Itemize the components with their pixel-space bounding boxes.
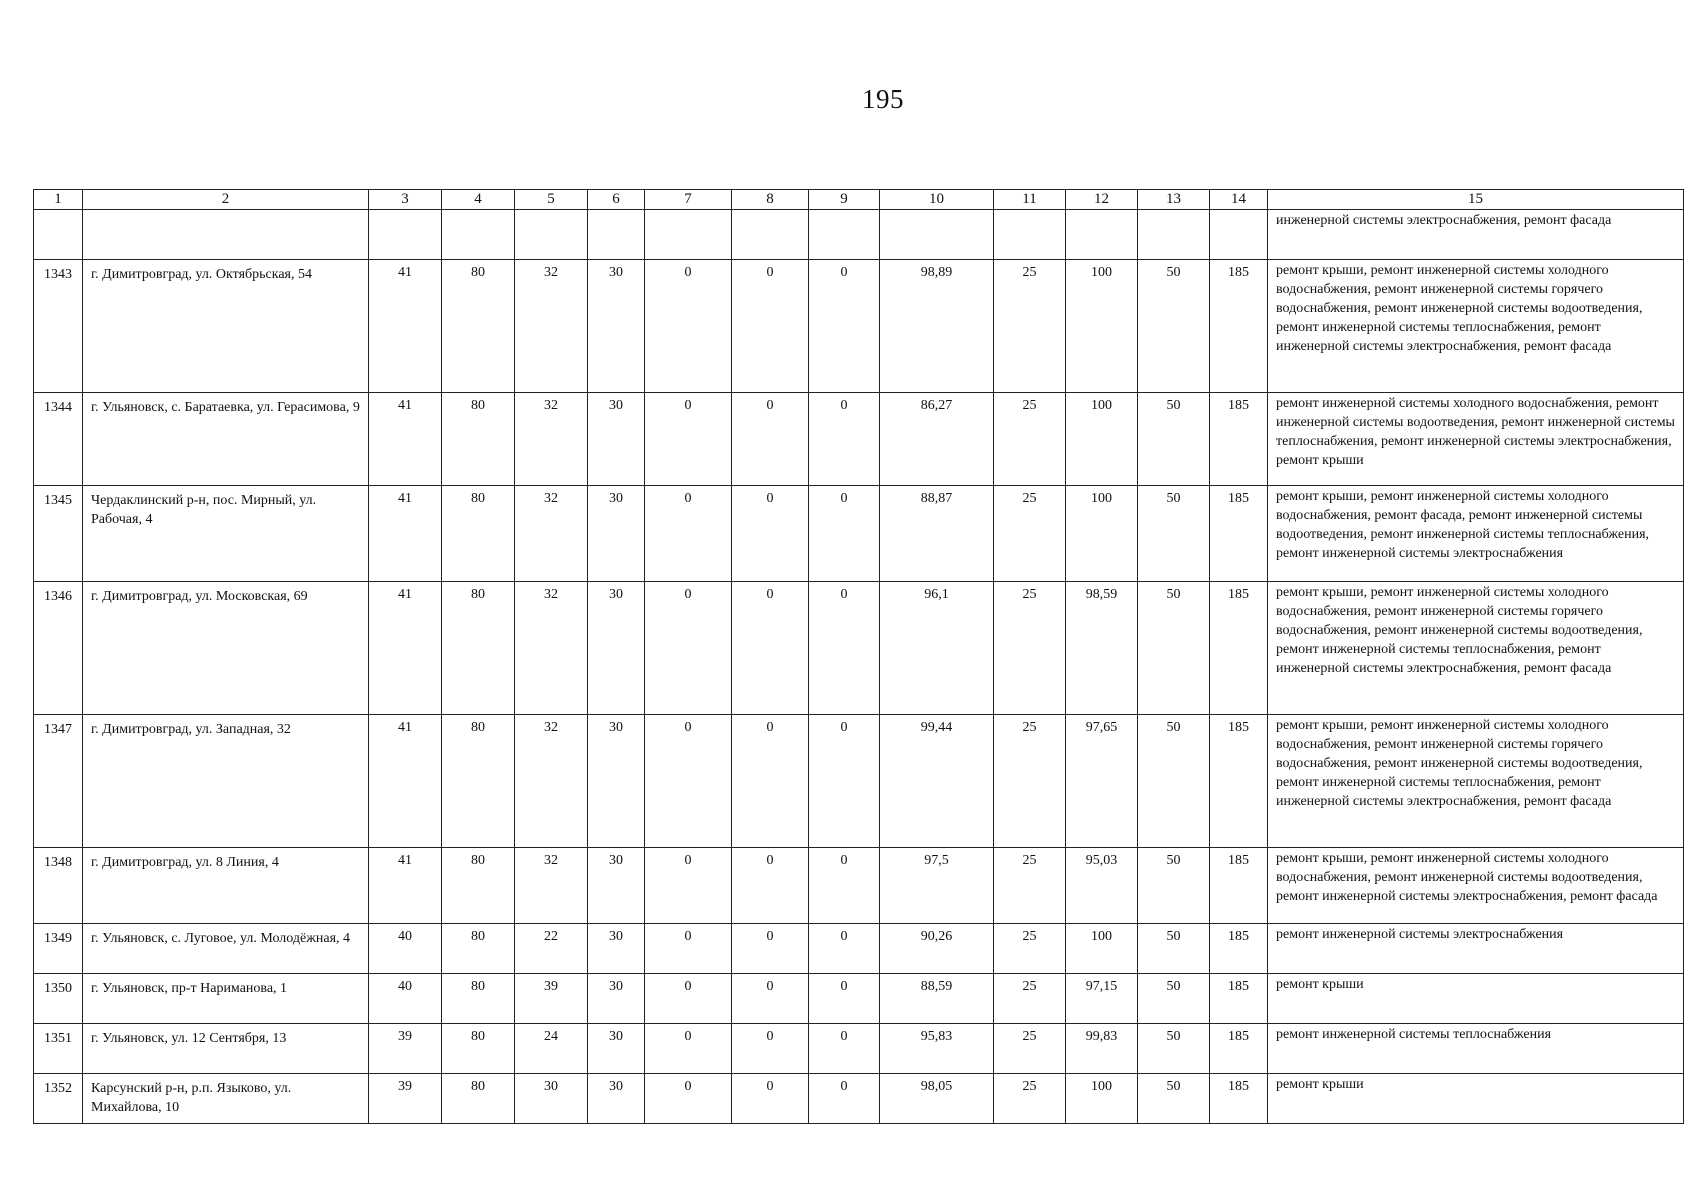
value-cell: 0: [732, 260, 809, 393]
table-row: [34, 848, 1684, 924]
value-cell: 96,1: [880, 582, 994, 715]
value-cell: 100: [1066, 260, 1138, 393]
value-cell: 24: [515, 1024, 588, 1074]
value-cell: 98,05: [880, 1074, 994, 1124]
value-cell: 41: [369, 848, 442, 924]
table-row: [34, 393, 1684, 486]
value-cell: 25: [994, 974, 1066, 1024]
value-cell: 0: [809, 1074, 880, 1124]
value-cell: 185: [1210, 582, 1268, 715]
row-number-cell: 1346: [34, 582, 83, 715]
value-cell: 32: [515, 848, 588, 924]
value-cell: 0: [732, 486, 809, 582]
value-cell: 32: [515, 393, 588, 486]
row-number-cell: 1348: [34, 848, 83, 924]
value-cell: 185: [1210, 924, 1268, 974]
data-table: [33, 189, 1684, 1124]
value-cell: 0: [809, 260, 880, 393]
value-cell: 80: [442, 582, 515, 715]
value-cell: 185: [1210, 974, 1268, 1024]
column-number: 10: [880, 190, 994, 210]
value-cell: 30: [515, 1074, 588, 1124]
row-number-cell: 1350: [34, 974, 83, 1024]
address-cell: Чердаклинский р-н, пос. Мирный, ул. Рабочая, 4: [83, 486, 369, 582]
value-cell: 0: [645, 582, 732, 715]
column-number: 2: [83, 190, 369, 210]
empty-cell: [369, 210, 442, 260]
works-cell: ремонт крыши, ремонт инженерной системы холодного водоснабжения, ремонт инженерной системы горячего водоснабжения, ремонт инженерной системы водоотведения, ремонт инженерной системы теплоснабжения, ремонт инженерной системы электроснабжения, ремонт фасада: [1268, 260, 1684, 393]
value-cell: 0: [732, 393, 809, 486]
value-cell: 95,83: [880, 1024, 994, 1074]
row-number-cell: 1344: [34, 393, 83, 486]
address-cell: Карсунский р-н, р.п. Языково, ул. Михайлова, 10: [83, 1074, 369, 1124]
empty-cell: [34, 210, 83, 260]
value-cell: 25: [994, 486, 1066, 582]
value-cell: 50: [1138, 582, 1210, 715]
value-cell: 0: [732, 1074, 809, 1124]
value-cell: 32: [515, 582, 588, 715]
empty-cell: [994, 210, 1066, 260]
value-cell: 80: [442, 486, 515, 582]
value-cell: 185: [1210, 260, 1268, 393]
value-cell: 25: [994, 393, 1066, 486]
value-cell: 32: [515, 486, 588, 582]
works-cell: ремонт крыши, ремонт инженерной системы холодного водоснабжения, ремонт инженерной системы горячего водоснабжения, ремонт инженерной системы водоотведения, ремонт инженерной системы теплоснабжения, ремонт инженерной системы электроснабжения, ремонт фасада: [1268, 582, 1684, 715]
value-cell: 25: [994, 1074, 1066, 1124]
column-number: 1: [34, 190, 83, 210]
column-number: 14: [1210, 190, 1268, 210]
value-cell: 0: [809, 974, 880, 1024]
column-number: 5: [515, 190, 588, 210]
value-cell: 80: [442, 1024, 515, 1074]
row-number-cell: 1351: [34, 1024, 83, 1074]
table-row: [34, 486, 1684, 582]
value-cell: 88,87: [880, 486, 994, 582]
value-cell: 97,15: [1066, 974, 1138, 1024]
empty-cell: [809, 210, 880, 260]
value-cell: 25: [994, 1024, 1066, 1074]
value-cell: 40: [369, 974, 442, 1024]
works-cell: ремонт инженерной системы электроснабжения: [1268, 924, 1684, 974]
value-cell: 25: [994, 715, 1066, 848]
value-cell: 185: [1210, 715, 1268, 848]
address-cell: г. Димитровград, ул. Московская, 69: [83, 582, 369, 715]
value-cell: 30: [588, 582, 645, 715]
value-cell: 0: [645, 848, 732, 924]
value-cell: 0: [645, 260, 732, 393]
value-cell: 97,5: [880, 848, 994, 924]
value-cell: 0: [732, 924, 809, 974]
value-cell: 0: [809, 393, 880, 486]
value-cell: 0: [809, 486, 880, 582]
column-number: 13: [1138, 190, 1210, 210]
value-cell: 0: [809, 924, 880, 974]
works-cell: инженерной системы электроснабжения, ремонт фасада: [1268, 210, 1684, 260]
value-cell: 50: [1138, 848, 1210, 924]
column-number: 7: [645, 190, 732, 210]
column-number: 9: [809, 190, 880, 210]
value-cell: 0: [732, 974, 809, 1024]
value-cell: 80: [442, 924, 515, 974]
value-cell: 50: [1138, 1074, 1210, 1124]
value-cell: 41: [369, 260, 442, 393]
value-cell: 50: [1138, 486, 1210, 582]
value-cell: 0: [732, 582, 809, 715]
empty-cell: [442, 210, 515, 260]
table-row: [34, 582, 1684, 715]
row-number-cell: 1352: [34, 1074, 83, 1124]
value-cell: 30: [588, 260, 645, 393]
value-cell: 0: [645, 715, 732, 848]
empty-cell: [1210, 210, 1268, 260]
value-cell: 80: [442, 848, 515, 924]
value-cell: 41: [369, 486, 442, 582]
column-number: 3: [369, 190, 442, 210]
works-cell: ремонт крыши, ремонт инженерной системы холодного водоснабжения, ремонт фасада, ремонт инженерной системы водоотведения, ремонт инженерной системы теплоснабжения, ремонт инженерной системы электроснабжения: [1268, 486, 1684, 582]
value-cell: 0: [732, 1024, 809, 1074]
value-cell: 41: [369, 393, 442, 486]
row-number-cell: 1343: [34, 260, 83, 393]
value-cell: 39: [515, 974, 588, 1024]
value-cell: 98,59: [1066, 582, 1138, 715]
value-cell: 0: [809, 1024, 880, 1074]
value-cell: 185: [1210, 393, 1268, 486]
value-cell: 100: [1066, 1074, 1138, 1124]
value-cell: 25: [994, 924, 1066, 974]
empty-cell: [1138, 210, 1210, 260]
continuation-row: [34, 210, 1684, 260]
value-cell: 0: [645, 393, 732, 486]
row-number-cell: 1347: [34, 715, 83, 848]
value-cell: 50: [1138, 1024, 1210, 1074]
address-cell: г. Димитровград, ул. 8 Линия, 4: [83, 848, 369, 924]
value-cell: 30: [588, 1074, 645, 1124]
value-cell: 0: [645, 486, 732, 582]
row-number-cell: 1345: [34, 486, 83, 582]
table-row: [34, 924, 1684, 974]
value-cell: 50: [1138, 260, 1210, 393]
value-cell: 0: [645, 924, 732, 974]
value-cell: 30: [588, 715, 645, 848]
empty-cell: [83, 210, 369, 260]
value-cell: 185: [1210, 1074, 1268, 1124]
value-cell: 88,59: [880, 974, 994, 1024]
value-cell: 41: [369, 715, 442, 848]
address-cell: г. Ульяновск, пр-т Нариманова, 1: [83, 974, 369, 1024]
value-cell: 25: [994, 848, 1066, 924]
value-cell: 99,44: [880, 715, 994, 848]
works-cell: ремонт крыши: [1268, 1074, 1684, 1124]
value-cell: 39: [369, 1024, 442, 1074]
value-cell: 50: [1138, 393, 1210, 486]
value-cell: 25: [994, 582, 1066, 715]
value-cell: 0: [732, 848, 809, 924]
value-cell: 80: [442, 393, 515, 486]
works-cell: ремонт инженерной системы теплоснабжения: [1268, 1024, 1684, 1074]
address-cell: г. Димитровград, ул. Западная, 32: [83, 715, 369, 848]
address-cell: г. Ульяновск, с. Луговое, ул. Молодёжная, 4: [83, 924, 369, 974]
value-cell: 30: [588, 486, 645, 582]
value-cell: 80: [442, 715, 515, 848]
address-cell: г. Ульяновск, с. Баратаевка, ул. Герасимова, 9: [83, 393, 369, 486]
value-cell: 98,89: [880, 260, 994, 393]
value-cell: 80: [442, 1074, 515, 1124]
value-cell: 90,26: [880, 924, 994, 974]
value-cell: 97,65: [1066, 715, 1138, 848]
value-cell: 0: [645, 1074, 732, 1124]
value-cell: 86,27: [880, 393, 994, 486]
value-cell: 100: [1066, 924, 1138, 974]
value-cell: 50: [1138, 715, 1210, 848]
value-cell: 185: [1210, 848, 1268, 924]
column-number: 8: [732, 190, 809, 210]
empty-cell: [588, 210, 645, 260]
value-cell: 0: [809, 715, 880, 848]
value-cell: 80: [442, 974, 515, 1024]
value-cell: 22: [515, 924, 588, 974]
value-cell: 39: [369, 1074, 442, 1124]
value-cell: 30: [588, 848, 645, 924]
value-cell: 185: [1210, 1024, 1268, 1074]
value-cell: 30: [588, 393, 645, 486]
value-cell: 41: [369, 582, 442, 715]
value-cell: 100: [1066, 486, 1138, 582]
value-cell: 0: [732, 715, 809, 848]
value-cell: 80: [442, 260, 515, 393]
empty-cell: [732, 210, 809, 260]
value-cell: 25: [994, 260, 1066, 393]
value-cell: 50: [1138, 974, 1210, 1024]
works-cell: ремонт крыши, ремонт инженерной системы холодного водоснабжения, ремонт инженерной системы горячего водоснабжения, ремонт инженерной системы водоотведения, ремонт инженерной системы теплоснабжения, ремонт инженерной системы электроснабжения, ремонт фасада: [1268, 715, 1684, 848]
table-row: [34, 1024, 1684, 1074]
column-number: 11: [994, 190, 1066, 210]
empty-cell: [880, 210, 994, 260]
column-number: 6: [588, 190, 645, 210]
empty-cell: [515, 210, 588, 260]
table-row: [34, 974, 1684, 1024]
address-cell: г. Ульяновск, ул. 12 Сентября, 13: [83, 1024, 369, 1074]
value-cell: 50: [1138, 924, 1210, 974]
value-cell: 32: [515, 260, 588, 393]
value-cell: 95,03: [1066, 848, 1138, 924]
column-number: 12: [1066, 190, 1138, 210]
value-cell: 99,83: [1066, 1024, 1138, 1074]
value-cell: 30: [588, 924, 645, 974]
table-row: [34, 715, 1684, 848]
works-cell: ремонт инженерной системы холодного водоснабжения, ремонт инженерной системы водоотведения, ремонт инженерной системы теплоснабжения, ремонт инженерной системы электроснабжения, ремонт крыши: [1268, 393, 1684, 486]
value-cell: 0: [809, 848, 880, 924]
page-number: 195: [862, 84, 904, 114]
value-cell: 185: [1210, 486, 1268, 582]
column-number: 4: [442, 190, 515, 210]
works-cell: ремонт крыши, ремонт инженерной системы холодного водоснабжения, ремонт инженерной системы водоотведения, ремонт инженерной системы электроснабжения, ремонт фасада: [1268, 848, 1684, 924]
value-cell: 40: [369, 924, 442, 974]
row-number-cell: 1349: [34, 924, 83, 974]
address-cell: г. Димитровград, ул. Октябрьская, 54: [83, 260, 369, 393]
value-cell: 0: [645, 974, 732, 1024]
column-number-row: [34, 190, 1684, 210]
value-cell: 30: [588, 974, 645, 1024]
value-cell: 32: [515, 715, 588, 848]
value-cell: 0: [645, 1024, 732, 1074]
column-number: 15: [1268, 190, 1684, 210]
value-cell: 0: [809, 582, 880, 715]
empty-cell: [1066, 210, 1138, 260]
works-cell: ремонт крыши: [1268, 974, 1684, 1024]
empty-cell: [645, 210, 732, 260]
value-cell: 30: [588, 1024, 645, 1074]
table-row: [34, 260, 1684, 393]
table-row: [34, 1074, 1684, 1124]
value-cell: 100: [1066, 393, 1138, 486]
